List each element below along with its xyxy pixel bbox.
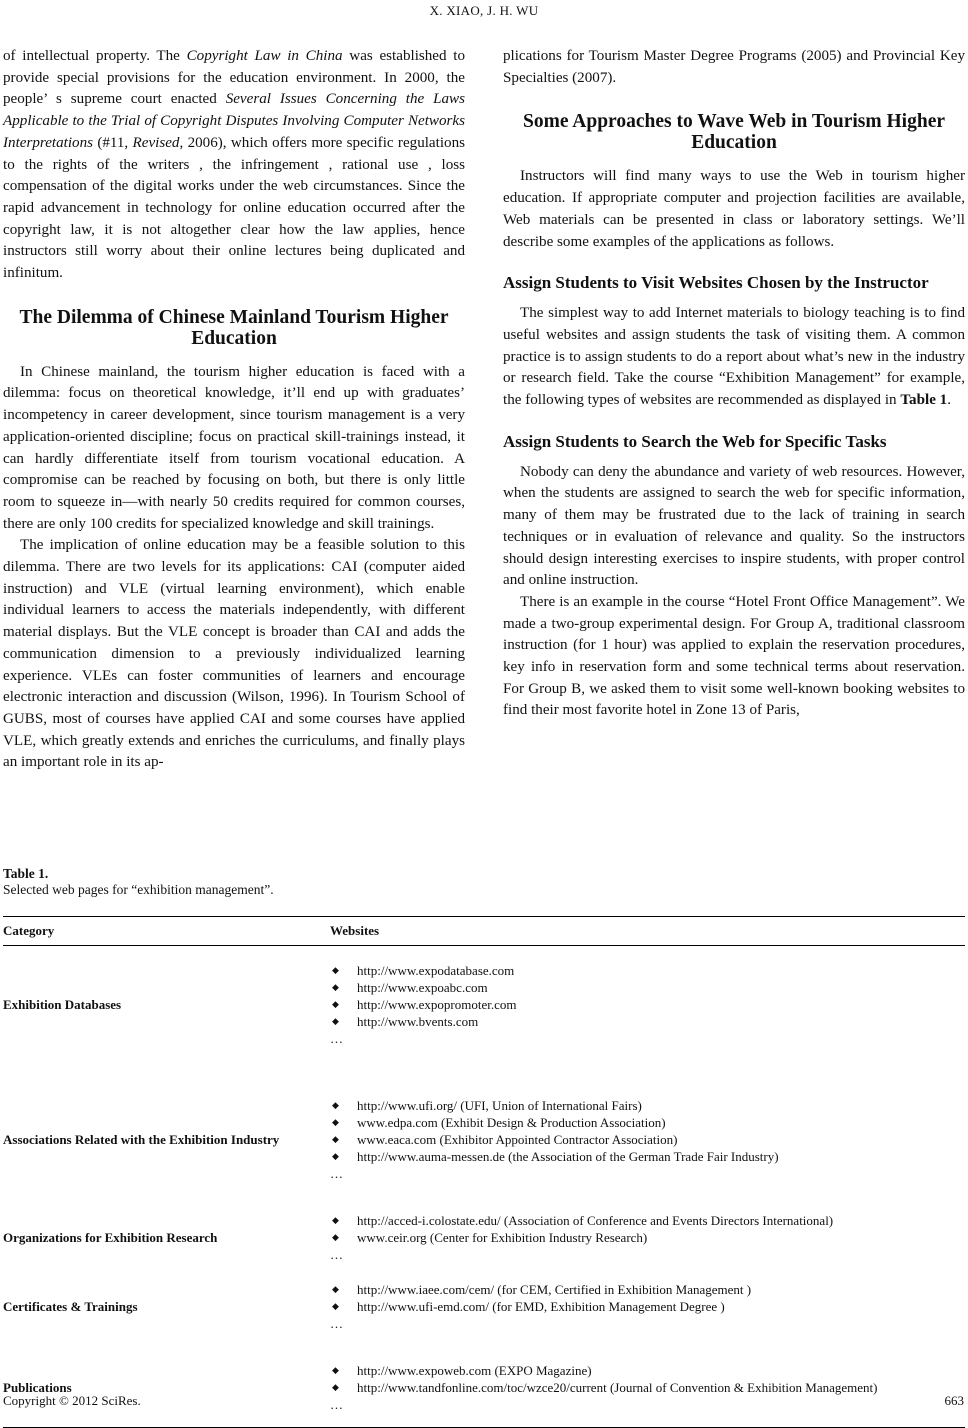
paragraph-copyright-law [3,46,465,285]
website-text: http://www.iaee.com/cem/ (for CEM, Certified in Exhibition Management ) [357,1282,752,1297]
ellipsis: … [330,1166,343,1181]
website-item [330,1379,965,1396]
left-column [3,46,465,774]
website-text: http://www.expoabc.com [357,980,488,995]
websites-list [330,1212,965,1246]
website-item [330,1114,965,1131]
table-row [3,1067,965,1200]
italic-title: Several Issues Concerning the Laws Applicable to the Trial of Copyright Disputes Involving Computer Networks Interpretations [3,91,465,151]
ellipsis: … [330,1397,343,1412]
website-text: www.eaca.com (Exhibitor Appointed Contractor Association) [357,1132,678,1147]
diamond-bullet-icon: ◆ [332,1134,339,1144]
website-text: http://www.tandfonline.com/toc/wzce20/current (Journal of Convention & Exhibition Management) [357,1380,878,1395]
ellipsis: … [330,1031,343,1046]
websites-table [3,916,965,1428]
diamond-bullet-icon: ◆ [332,1301,339,1311]
text-run: (#11, [93,134,133,151]
section-heading-approaches: Some Approaches to Wave Web in Tourism Higher Education [522,111,946,154]
italic-title: Copyright Law in China [186,48,343,64]
website-item [330,1362,965,1379]
diamond-bullet-icon: ◆ [332,1151,339,1161]
paragraph-online-education: The implication of online education may be a feasible solution to this dilemma. There are two levels for its applications: CAI (computer aided instruction) and VLE (virtual learning environment), which enable individual learners to access the materials independently, with different material displays. But the VLE concept is broader than CAI and adds the communication dimension to a previously individualized learning experience. VLEs can foster communities of learners and encourage electronic interaction and discussion (Wilson, 1996). In Tourism School of GUBS, most of courses have applied CAI and some courses have applied VLE, which greatly extends and enriches the curriculums, and finally plays an important role in its ap- [3,537,465,771]
table-row [3,946,965,1068]
website-text: http://www.auma-messen.de (the Association of the German Trade Fair Industry) [357,1149,779,1164]
website-item [330,1298,965,1315]
paragraph-simplest-way-end: . [947,392,951,409]
diamond-bullet-icon: ◆ [332,999,339,1009]
diamond-bullet-icon: ◆ [332,1215,339,1225]
footer-copyright: Copyright © 2012 SciRes. [3,1393,141,1408]
diamond-bullet-icon: ◆ [332,1117,339,1127]
website-item [330,1013,965,1030]
paragraph-simplest-way [503,303,965,412]
header-websites: Websites [328,917,965,946]
diamond-bullet-icon: ◆ [332,1284,339,1294]
website-text: http://www.ufi-emd.com/ (for EMD, Exhibition Management Degree ) [357,1299,725,1314]
diamond-bullet-icon: ◆ [332,982,339,992]
diamond-bullet-icon: ◆ [332,1100,339,1110]
diamond-bullet-icon: ◆ [332,1232,339,1242]
website-item [330,1131,965,1148]
italic-title: Revised [132,134,180,151]
diamond-bullet-icon: ◆ [332,1016,339,1026]
text-run: was established to provide special provisions for the education environment. In 2000, the people’ s supreme court enacted [3,48,466,108]
websites-list [330,962,965,1030]
table-1-area [3,866,965,1428]
subheading-visit-websites: Assign Students to Visit Websites Chosen by the Instructor [503,273,929,293]
section-heading-dilemma: The Dilemma of Chinese Mainland Tourism Higher Education [19,306,449,349]
paragraph-applications: plications for Tourism Master Degree Programs (2005) and Provincial Key Specialties (2007). [503,48,965,86]
table-title: Selected web pages for “exhibition management”. [3,882,274,897]
text-run: of intellectual property. The [3,48,187,64]
websites-cell [328,1273,965,1340]
header-category: Category [3,917,328,946]
right-column [503,46,965,722]
website-text: http://www.expodatabase.com [357,963,515,978]
paragraph-dilemma: In Chinese mainland, the tourism higher education is faced with a dilemma: focus on theoretical knowledge, it’ll end up with graduates’ incompetency in career development, since tourism management is a very application-oriented discipline; focus on practical skill-trainings instead, it can hardly differentiate itself from tourism vocational education. A compromise can be reached by focusing on both, but there is only little room to squeeze in—with nearly 50 credits required for common courses, there are only 100 credits for specialized knowledge and skill trainings. [3,363,465,532]
websites-list [330,1097,965,1165]
ellipsis: … [330,1316,343,1331]
website-item [330,1097,965,1114]
websites-list [330,1281,965,1315]
diamond-bullet-icon: ◆ [332,1382,339,1392]
category-cell: Publications [3,1340,328,1428]
paragraph-simplest-way-text: The simplest way to add Internet materials to biology teaching is to find useful websites and assign students the task of visiting them. A common practice is to assign students to do a report about what’s new in the industry or research field. Take the course “Exhibition Management” for example, the following types of websites are recommended as displayed in [503,305,965,409]
website-text: http://www.bvents.com [357,1014,479,1029]
category-cell: Associations Related with the Exhibition Industry [3,1131,280,1147]
websites-cell [328,1200,965,1273]
text-run: , 2006), which offers more specific regulations to the rights of the writers , the infringement , rational use , loss compensation of the digital works under the web circumstances. Since the rapid advancement in technology for online education occurred after the copyright law, it is not altogether clear how the law applies, hence instructors still worry about their online lectures being duplicated and infinitum. [3,134,465,282]
category-cell: Organizations for Exhibition Research [3,1229,218,1245]
ellipsis: … [330,1247,343,1262]
website-text: http://acced-i.colostate.edu/ (Association of Conference and Events Directors International) [357,1213,834,1228]
website-item [330,1229,965,1246]
table-header-row [3,917,965,946]
diamond-bullet-icon: ◆ [332,965,339,975]
website-text: www.ceir.org (Center for Exhibition Industry Research) [357,1230,648,1245]
subheading-search-web: Assign Students to Search the Web for Specific Tasks [503,431,887,451]
category-cell: Exhibition Databases [3,996,122,1012]
website-item [330,1148,965,1165]
websites-cell [328,946,965,1068]
running-head: X. XIAO, J. H. WU [429,3,539,18]
table-1-reference: Table 1 [900,392,948,409]
website-item [330,979,965,996]
website-text: http://www.expopromoter.com [357,997,517,1012]
websites-cell [328,1340,965,1428]
table-row [3,1340,965,1428]
table-row [3,1273,965,1340]
website-text: www.edpa.com (Exhibit Design & Production Association) [357,1115,666,1130]
paragraph-hotel-example: There is an example in the course “Hotel Front Office Management”. We made a two-group experimental design. For Group A, traditional classroom instruction (for 1 hour) was applied to explain the reservation procedures, key info in reservation form and some technical terms about reservation. For Group B, we asked them to visit some well-known booking websites to find their most favorite hotel in Zone 13 of Paris, [503,593,965,719]
diamond-bullet-icon: ◆ [332,1365,339,1375]
page-number: 663 [944,1393,964,1408]
category-cell: Certificates & Trainings [3,1298,138,1314]
websites-list [330,1362,965,1396]
website-text: http://www.expoweb.com (EXPO Magazine) [357,1363,592,1378]
website-item [330,962,965,979]
website-item [330,996,965,1013]
paragraph-instructors: Instructors will find many ways to use the Web in tourism higher education. If appropriate computer and projection facilities are available, Web materials can be presented in class or laboratory settings. We’ll describe some examples of the applications as follows. [503,168,965,250]
table-row [3,1200,965,1273]
website-item [330,1281,965,1298]
table-label: Table 1. [3,866,49,881]
website-text: http://www.ufi.org/ (UFI, Union of International Fairs) [357,1098,642,1113]
websites-cell [328,1067,965,1200]
website-item [330,1212,965,1229]
paragraph-web-resources: Nobody can deny the abundance and variety of web resources. However, when the students are assigned to search the web for specific information, many of them may be frustrated due to the lack of training in search techniques or in evaluation of relevance and quality. So the instructors should design interesting exercises to inspire students, with proper control and online instruction. [503,463,965,589]
